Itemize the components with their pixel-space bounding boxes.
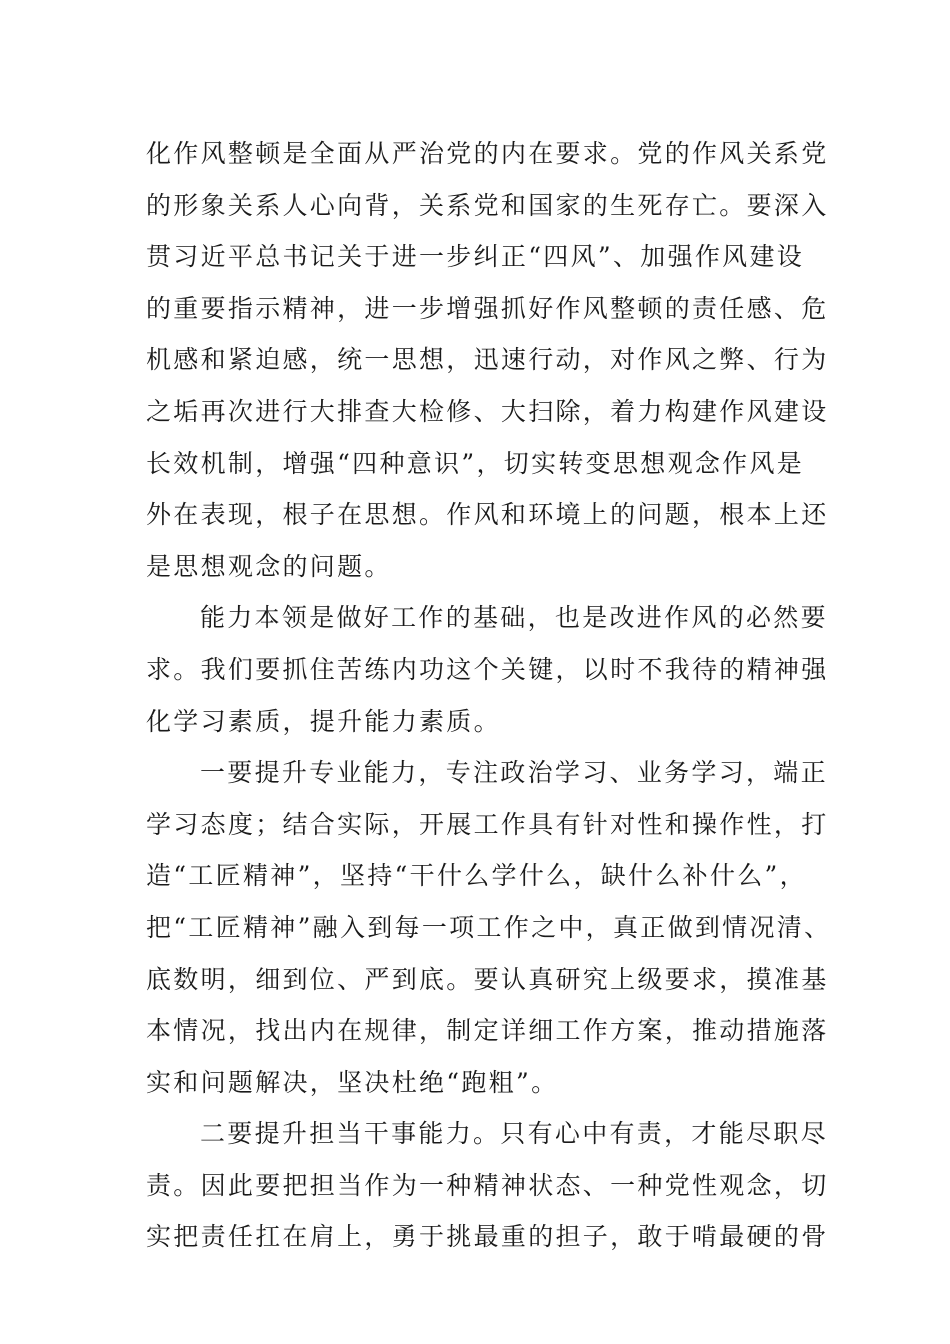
text-line: 学习态度；结合实际，开展工作具有针对性和操作性，打 xyxy=(146,809,829,839)
text-line: 长效机制，增强“四种意识”，切实转变思想观念作风是 xyxy=(146,448,805,478)
text-line: 贯习近平总书记关于进一步纠正“四风”、加强作风建设 xyxy=(146,242,805,272)
text-line: 机感和紧迫感，统一思想，迅速行动，对作风之弊、行为 xyxy=(146,345,829,375)
text-line: 之垢再次进行大排查大检修、大扫除，着力构建作风建设 xyxy=(146,396,829,426)
paragraph-first-line: 能力本领是做好工作的基础，也是改进作风的必然要 xyxy=(200,603,828,633)
text-line: 造“工匠精神”，坚持“干什么学什么，缺什么补什么”， xyxy=(146,861,807,891)
text-line: 把“工匠精神”融入到每一项工作之中，真正做到情况清、 xyxy=(146,912,832,942)
text-line: 底数明，细到位、严到底。要认真研究上级要求，摸准基 xyxy=(146,964,829,994)
text-line: 外在表现，根子在思想。作风和环境上的问题，根本上还 xyxy=(146,500,829,530)
text-line: 化学习素质，提升能力素质。 xyxy=(146,706,501,736)
paragraph-first-line: 二要提升担当干事能力。只有心中有责，才能尽职尽 xyxy=(200,1119,828,1149)
text-line: 本情况，找出内在规律，制定详细工作方案，推动措施落 xyxy=(146,1016,829,1046)
text-line: 实把责任扛在肩上，勇于挑最重的担子，敢于啃最硬的骨 xyxy=(146,1222,829,1252)
text-line: 实和问题解决，坚决杜绝“跑粗”。 xyxy=(146,1067,559,1097)
text-line: 是思想观念的问题。 xyxy=(146,551,392,581)
text-line: 的形象关系人心向背，关系党和国家的生死存亡。要深入 xyxy=(146,190,829,220)
text-line: 责。因此要把担当作为一种精神状态、一种党性观念，切 xyxy=(146,1170,829,1200)
text-line: 求。我们要抓住苦练内功这个关键，以时不我待的精神强 xyxy=(146,654,829,684)
text-line: 化作风整顿是全面从严治党的内在要求。党的作风关系党 xyxy=(146,139,829,168)
paragraph-first-line: 一要提升专业能力，专注政治学习、业务学习，端正 xyxy=(200,758,828,788)
text-line: 的重要指示精神，进一步增强抓好作风整顿的责任感、危 xyxy=(146,293,829,323)
document-body xyxy=(146,128,832,1263)
